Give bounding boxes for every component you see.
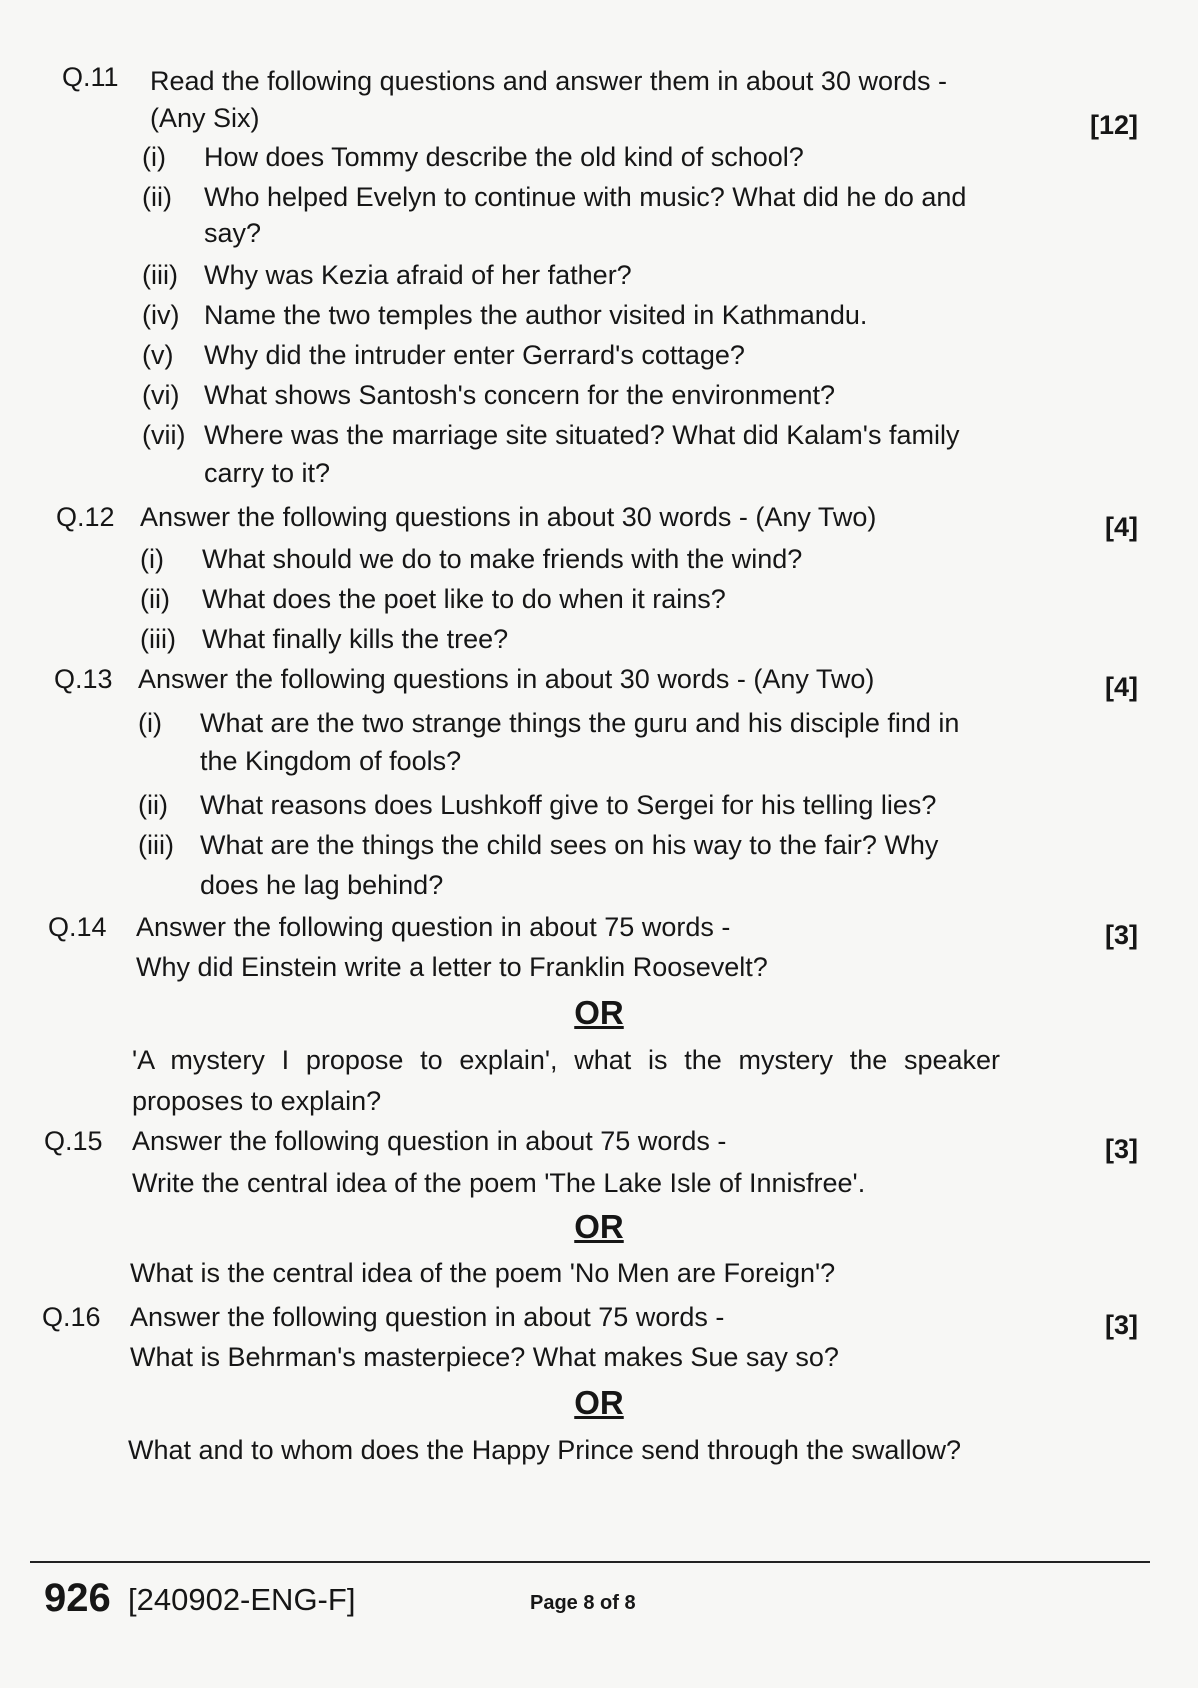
marks-badge: [4] — [1105, 672, 1138, 702]
footer-divider — [30, 1561, 1150, 1563]
question-heading: Answer the following question in about 75 words - — [130, 1302, 725, 1332]
alternative-question: What is the central idea of the poem 'No Men are Foreign'? — [130, 1258, 836, 1288]
question-choice: (Any Six) — [150, 103, 260, 133]
question-heading: Read the following questions and answer them in about 30 words - — [150, 66, 947, 96]
marks-badge: [3] — [1105, 920, 1138, 950]
paper-id: [240902-ENG-F] — [128, 1582, 356, 1617]
question-number: Q.11 — [62, 62, 119, 92]
question-text: Why did Einstein write a letter to Franklin Roosevelt? — [136, 952, 768, 982]
marks-badge: [4] — [1105, 512, 1138, 542]
question-text: What is Behrman's masterpiece? What makes Sue say so? — [130, 1342, 839, 1372]
watermark: ​ — [0, 130, 11, 150]
question-number: Q.12 — [56, 502, 115, 532]
question-heading: Answer the following question in about 75 words - — [136, 912, 731, 942]
marks-badge: [3] — [1105, 1134, 1138, 1164]
marks-badge: [12] — [1089, 110, 1138, 140]
paper-code: 926 — [44, 1576, 111, 1620]
question-number: Q.13 — [54, 664, 113, 694]
or-divider: OR — [574, 994, 624, 1031]
marks-badge: [3] — [1105, 1310, 1138, 1340]
question-heading: Answer the following question in about 75 words - — [132, 1126, 727, 1156]
or-divider: OR — [574, 1384, 624, 1421]
alternative-question: What and to whom does the Happy Prince send through the swallow? — [128, 1435, 961, 1465]
question-number: Q.16 — [42, 1302, 101, 1332]
alternative-question: 'A mystery I propose to explain', what is the mystery the speaker proposes to explain? — [132, 1045, 1000, 1116]
question-number: Q.15 — [44, 1126, 103, 1156]
question-text: Write the central idea of the poem 'The Lake Isle of Innisfree'. — [132, 1168, 866, 1198]
page-number: Page 8 of 8 — [530, 1592, 636, 1614]
question-heading: Answer the following questions in about 30 words - (Any Two) — [140, 502, 877, 532]
question-heading: Answer the following questions in about 30 words - (Any Two) — [138, 664, 875, 694]
exam-page: ​ Q.11 Read the following questions and answer them in about 30 words - (Any Six) [12] (i) How does Tommy describe the old kind of school? (ii) Who helped Evelyn to continue with music? What did he do and say? (iii) Why was Kezia afraid of her father? (iv) Name the two temples the author visited in Kathmandu. (v) Why did the intruder enter Gerrard's cottage? (vi) What shows Santosh's concern for the environment? (vii) Where was the marriage site situated? What did Kalam's family carry to it? Q.12 Answer the following questions in about 30 words - (Any Two) [4] (i) What should we do to make friends with the wind? (ii) What does the poet like to do when it rains? (iii) What finally kills the tree? Q.13 Answer the following questions in about 30 words - (Any Two) [4] (i) What are the two strange things the guru and his disciple find in the Kingdom of fools? (ii) What reasons does Lushkoff give to Sergei for his telling lies? (iii) What are the things the child sees on his way to the fair? Why does he lag behind? Q.14 Answer the following question in about 75 words - [3] Why did Einstein write a letter to Franklin Roosevelt? OR 'A mystery I propose to explain', what is the mystery the speaker proposes to explain? Q.15 Answer the following question in about 75 words - [3] Write the central idea of the poem 'The Lake Isle of Innisfree'. OR What is the central idea of the poem 'No Men are Foreign'? Q.16 Answer the following question in about 75 words - [3] What is Behrman's masterpiece? What makes Sue say so? OR What and to whom does the Happy Prince send through the swallow? 926 [240902-ENG-F] Page 8 of 8 — [0, 0, 1198, 1688]
question-number: Q.14 — [48, 912, 107, 942]
or-divider: OR — [574, 1208, 624, 1245]
